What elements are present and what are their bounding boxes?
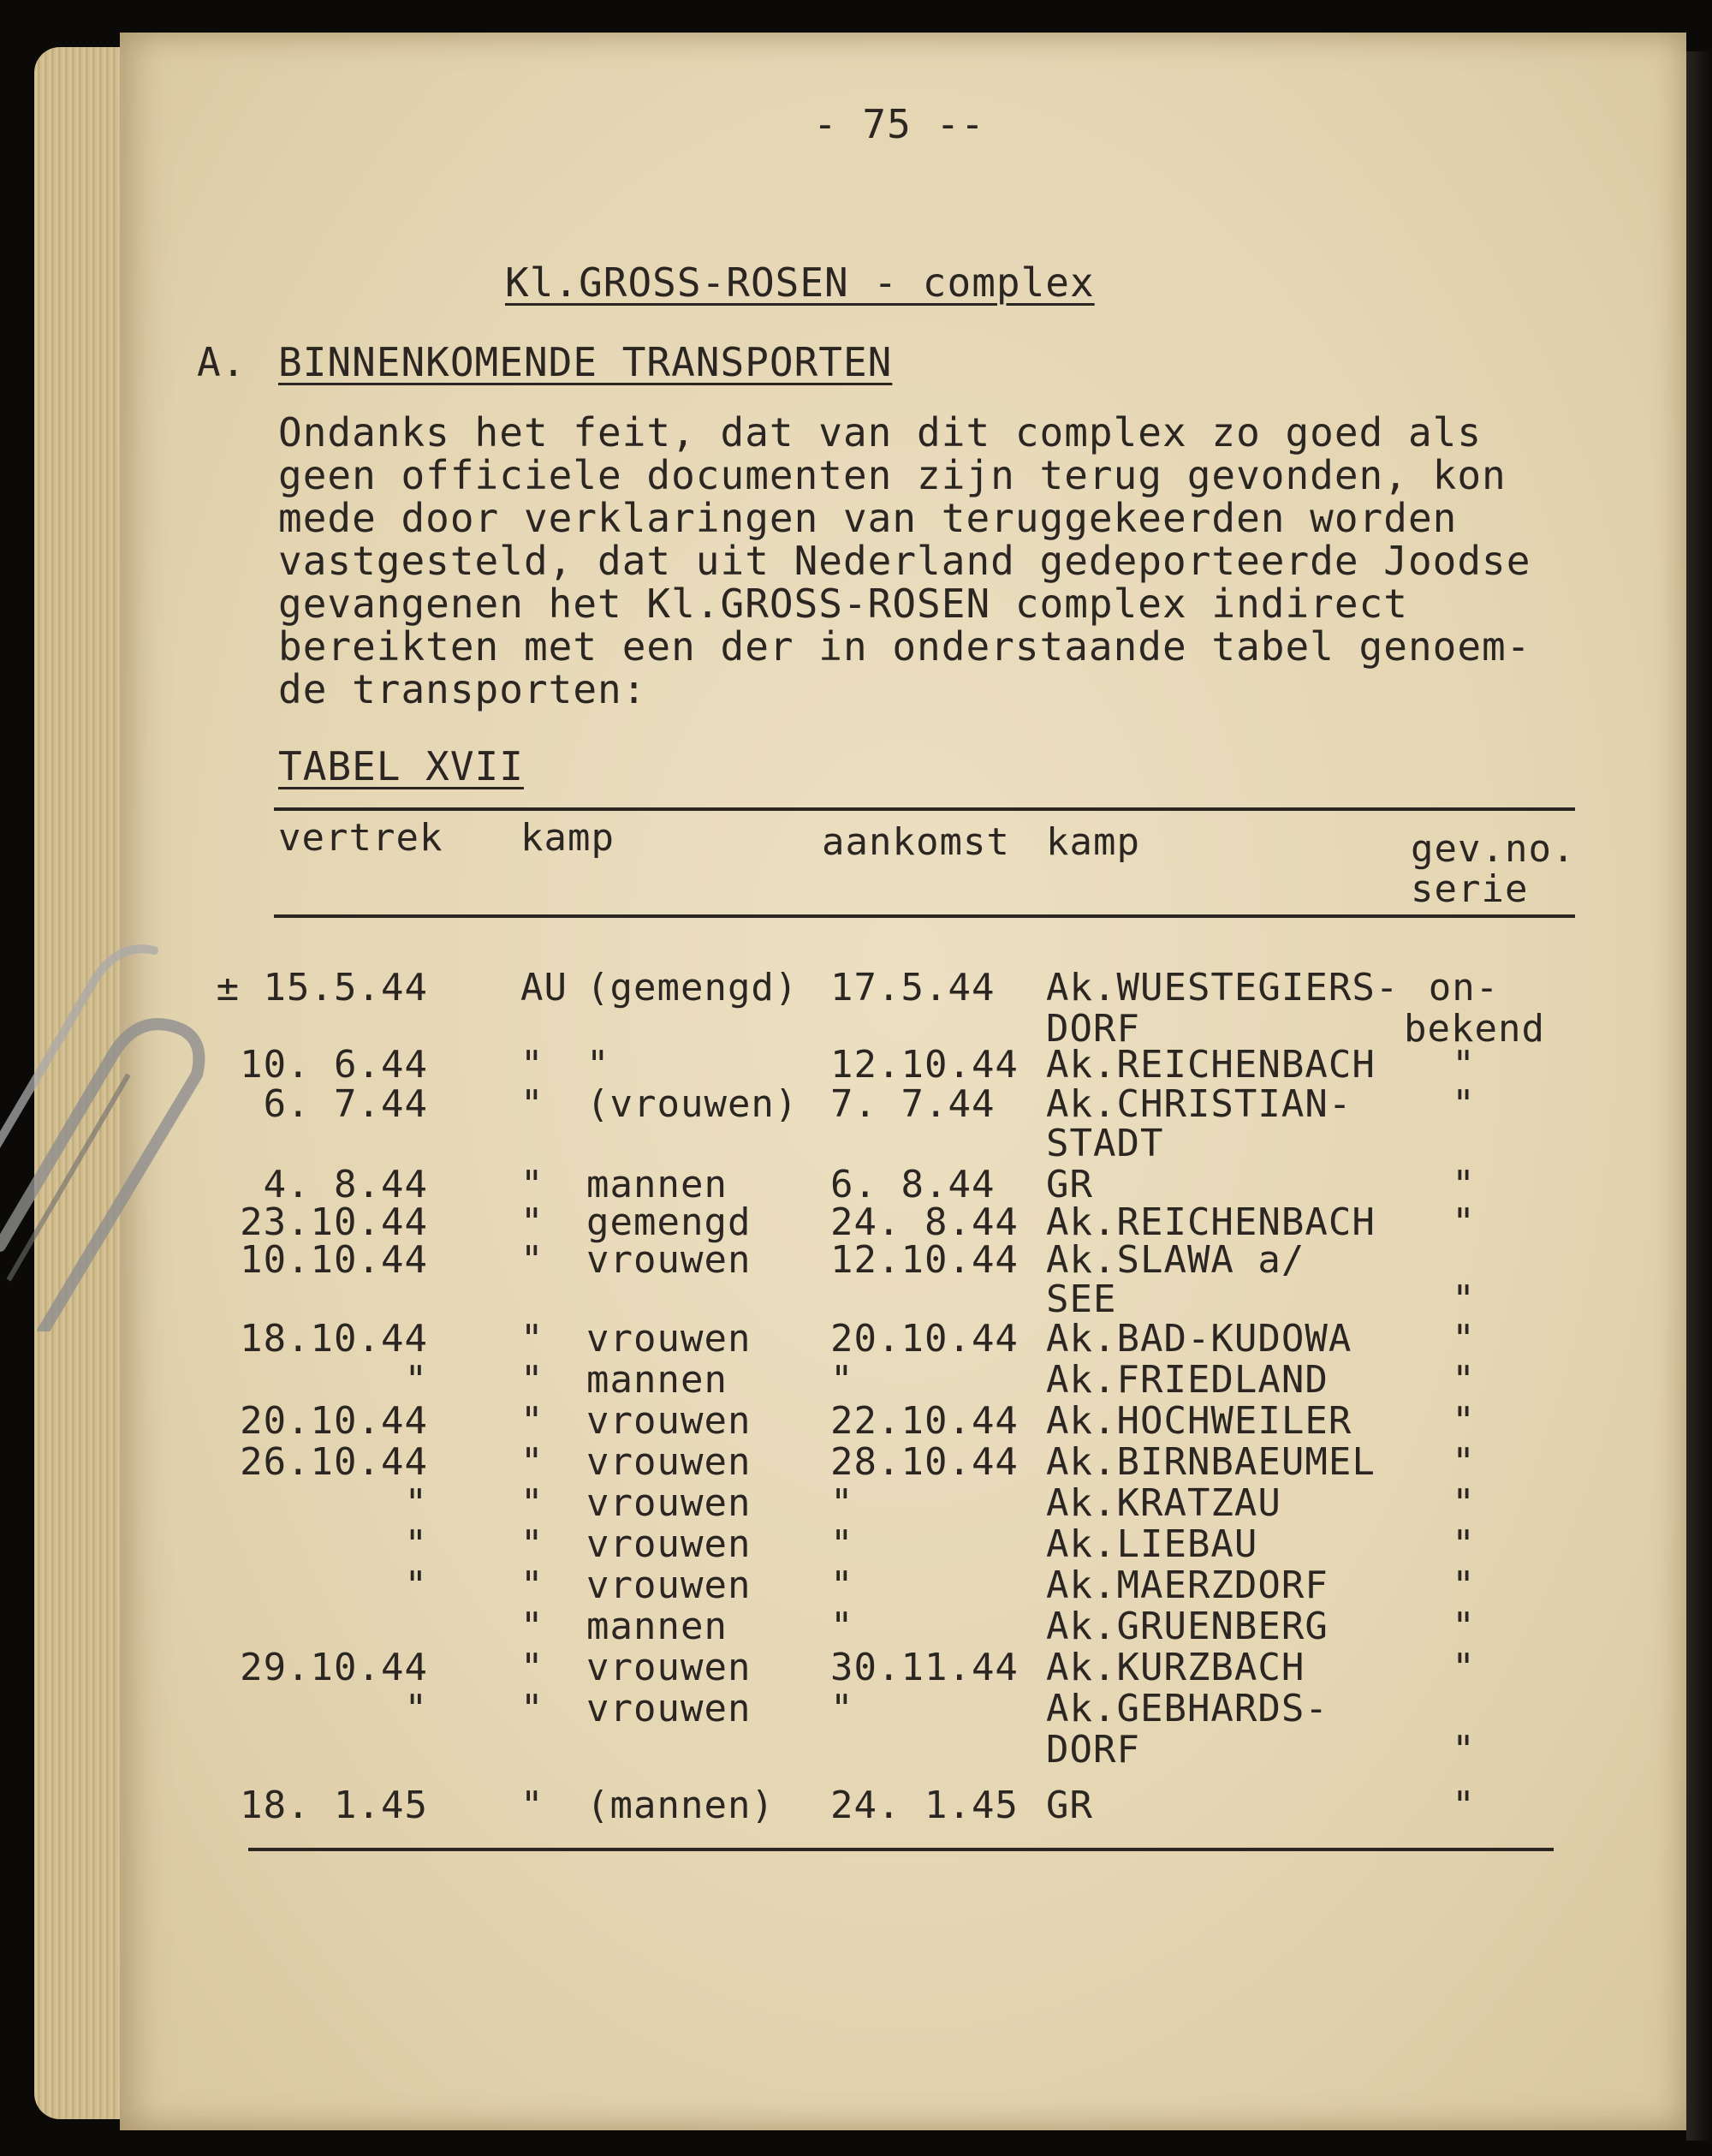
cell-destination: DORF <box>1046 1007 1140 1051</box>
header-bottom-rule <box>274 914 1575 918</box>
cell-kamp: " <box>520 1687 544 1730</box>
cell-aankomst: " <box>830 1687 854 1730</box>
cell-gev-serie: " <box>1452 1082 1476 1126</box>
cell-gev-serie: " <box>1452 1200 1476 1244</box>
cell-destination: GR <box>1046 1163 1093 1206</box>
cell-group: mannen <box>586 1605 728 1648</box>
cell-destination: GR <box>1046 1784 1093 1827</box>
cell-gev-serie: bekend <box>1404 1007 1545 1051</box>
cell-group: (mannen) <box>586 1784 775 1827</box>
cell-destination: STADT <box>1046 1122 1164 1165</box>
cell-kamp: " <box>520 1481 544 1525</box>
cell-vertrek: 26.10.44 <box>240 1440 428 1484</box>
cell-group: vrouwen <box>586 1646 752 1689</box>
cell-group: vrouwen <box>586 1399 752 1443</box>
cell-vertrek: 29.10.44 <box>240 1646 428 1689</box>
cell-group: vrouwen <box>586 1687 752 1730</box>
cell-vertrek: " <box>404 1687 428 1730</box>
cell-group: (vrouwen) <box>586 1082 799 1126</box>
cell-aankomst: 17.5.44 <box>830 966 996 1010</box>
cell-aankomst: 6. 8.44 <box>830 1163 996 1206</box>
page-title: Kl.GROSS-ROSEN - complex <box>505 259 1095 306</box>
cell-kamp: " <box>520 1082 544 1126</box>
header-kamp: kamp <box>520 816 615 860</box>
cell-gev-serie: " <box>1452 1317 1476 1361</box>
paragraph-line: vastgesteld, dat uit Nederland gedeporteerde Joodse <box>278 538 1531 584</box>
paragraph-line: de transporten: <box>278 666 647 712</box>
cell-destination: Ak.CHRISTIAN- <box>1046 1082 1352 1126</box>
cell-aankomst: 22.10.44 <box>830 1399 1019 1443</box>
cell-group: vrouwen <box>586 1440 752 1484</box>
cell-gev-serie: " <box>1452 1358 1476 1402</box>
cell-destination: Ak.WUESTEGIERS- <box>1046 966 1400 1010</box>
cell-group: mannen <box>586 1358 728 1402</box>
cell-aankomst: " <box>830 1481 854 1525</box>
cell-destination: Ak.MAERZDORF <box>1046 1563 1329 1607</box>
cell-kamp: " <box>520 1522 544 1566</box>
cell-destination: Ak.SLAWA a/ <box>1046 1238 1305 1282</box>
cell-kamp: " <box>520 1317 544 1361</box>
cell-group: vrouwen <box>586 1238 752 1282</box>
cell-vertrek: 6. 7.44 <box>263 1082 428 1126</box>
cell-destination: Ak.LIEBAU <box>1046 1522 1258 1566</box>
cell-gev-serie: " <box>1452 1522 1476 1566</box>
cell-aankomst: 24. 8.44 <box>830 1200 1019 1244</box>
header-aankomst: aankomst <box>822 820 1010 864</box>
cell-kamp: " <box>520 1605 544 1648</box>
cell-vertrek: " <box>404 1481 428 1525</box>
cell-vertrek: ± 15.5.44 <box>216 966 428 1010</box>
cell-destination: Ak.BIRNBAEUMEL <box>1046 1440 1376 1484</box>
cell-aankomst: " <box>830 1358 854 1402</box>
cell-kamp: " <box>520 1358 544 1402</box>
cell-vertrek: 4. 8.44 <box>263 1163 428 1206</box>
table-label: TABEL XVII <box>278 743 524 789</box>
cell-group: " <box>586 1043 610 1087</box>
cell-kamp: " <box>520 1238 544 1282</box>
cell-destination: Ak.KURZBACH <box>1046 1646 1305 1689</box>
cell-kamp: " <box>520 1563 544 1607</box>
cell-gev-serie: " <box>1452 1563 1476 1607</box>
header-gev-no: gev.no. <box>1411 827 1576 871</box>
cell-aankomst: 12.10.44 <box>830 1238 1019 1282</box>
cell-kamp: " <box>520 1399 544 1443</box>
cell-vertrek: 18. 1.45 <box>240 1784 428 1827</box>
cell-kamp: AU <box>520 966 568 1010</box>
cell-vertrek: " <box>404 1563 428 1607</box>
cell-kamp: " <box>520 1163 544 1206</box>
cell-aankomst: 7. 7.44 <box>830 1082 996 1126</box>
cell-group: gemengd <box>586 1200 752 1244</box>
cell-aankomst: 30.11.44 <box>830 1646 1019 1689</box>
cell-aankomst: 12.10.44 <box>830 1043 1019 1087</box>
header-serie: serie <box>1411 867 1529 911</box>
cell-group: vrouwen <box>586 1481 752 1525</box>
cell-destination: Ak.FRIEDLAND <box>1046 1358 1329 1402</box>
cell-aankomst: " <box>830 1522 854 1566</box>
cell-destination: Ak.HOCHWEILER <box>1046 1399 1352 1443</box>
cell-group: (gemengd) <box>586 966 799 1010</box>
cell-group: vrouwen <box>586 1522 752 1566</box>
cell-gev-serie: " <box>1452 1043 1476 1087</box>
table-top-rule <box>274 807 1575 811</box>
paragraph-line: mede door verklaringen van teruggekeerden worden <box>278 495 1458 541</box>
cell-destination: Ak.BAD-KUDOWA <box>1046 1317 1352 1361</box>
cell-kamp: " <box>520 1646 544 1689</box>
book-right-edge <box>1686 51 1712 2141</box>
cell-vertrek: 18.10.44 <box>240 1317 428 1361</box>
cell-vertrek: 10. 6.44 <box>240 1043 428 1087</box>
cell-destination: Ak.REICHENBACH <box>1046 1200 1376 1244</box>
cell-kamp: " <box>520 1784 544 1827</box>
document-page <box>120 33 1686 2130</box>
cell-destination: Ak.GEBHARDS- <box>1046 1687 1329 1730</box>
cell-destination: DORF <box>1046 1728 1140 1772</box>
section-letter: A. <box>197 339 247 385</box>
cell-destination: Ak.REICHENBACH <box>1046 1043 1376 1087</box>
paragraph-line: bereikten met een der in onderstaande tabel genoem- <box>278 623 1531 670</box>
cell-gev-serie: " <box>1452 1481 1476 1525</box>
cell-group: vrouwen <box>586 1563 752 1607</box>
cell-kamp: " <box>520 1200 544 1244</box>
cell-group: mannen <box>586 1163 728 1206</box>
book-page-edges <box>34 47 128 2119</box>
cell-aankomst: 24. 1.45 <box>830 1784 1019 1827</box>
cell-aankomst: " <box>830 1605 854 1648</box>
cell-kamp: " <box>520 1440 544 1484</box>
cell-gev-serie: " <box>1452 1163 1476 1206</box>
cell-gev-serie: " <box>1452 1399 1476 1443</box>
cell-gev-serie: " <box>1452 1728 1476 1772</box>
paragraph-line: gevangenen het Kl.GROSS-ROSEN complex indirect <box>278 581 1408 627</box>
cell-gev-serie: " <box>1452 1646 1476 1689</box>
cell-gev-serie: " <box>1452 1605 1476 1648</box>
section-heading: BINNENKOMENDE TRANSPORTEN <box>278 339 893 385</box>
cell-kamp: " <box>520 1043 544 1087</box>
cell-gev-serie: " <box>1452 1784 1476 1827</box>
cell-vertrek: " <box>404 1522 428 1566</box>
cell-destination: Ak.KRATZAU <box>1046 1481 1281 1525</box>
cell-gev-serie: on- <box>1428 966 1500 1010</box>
header-kamp-2: kamp <box>1046 820 1140 864</box>
cell-gev-serie: " <box>1452 1278 1476 1321</box>
cell-destination: SEE <box>1046 1278 1117 1321</box>
cell-vertrek: " <box>404 1358 428 1402</box>
header-vertrek: vertrek <box>278 816 443 860</box>
cell-vertrek: 23.10.44 <box>240 1200 428 1244</box>
cell-aankomst: 20.10.44 <box>830 1317 1019 1361</box>
cell-group: vrouwen <box>586 1317 752 1361</box>
cell-aankomst: 28.10.44 <box>830 1440 1019 1484</box>
cell-vertrek: 10.10.44 <box>240 1238 428 1282</box>
paragraph-line: Ondanks het feit, dat van dit complex zo goed als <box>278 409 1483 456</box>
cell-gev-serie: " <box>1452 1440 1476 1484</box>
cell-vertrek: 20.10.44 <box>240 1399 428 1443</box>
paragraph-line: geen officiele documenten zijn terug gevonden, kon <box>278 452 1507 498</box>
cell-aankomst: " <box>830 1563 854 1607</box>
table-bottom-rule <box>248 1848 1554 1851</box>
cell-destination: Ak.GRUENBERG <box>1046 1605 1329 1648</box>
page-number: - 75 -- <box>813 101 985 147</box>
